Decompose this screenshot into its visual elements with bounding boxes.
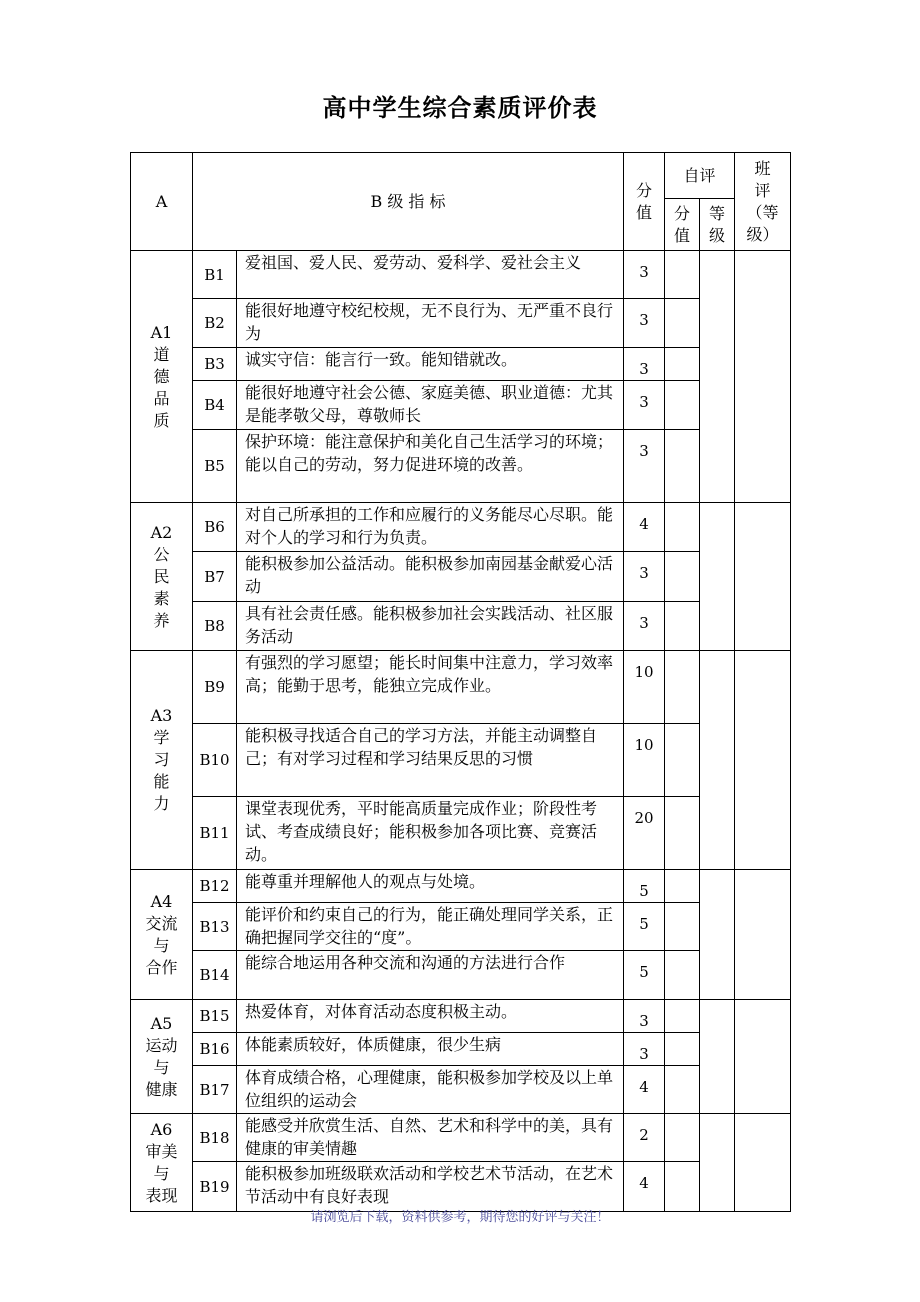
indicator-description: 能积极寻找适合自己的学习方法，并能主动调整自己；有对学习过程和学习结果反思的习惯: [237, 724, 624, 797]
indicator-score: 3: [624, 381, 665, 430]
category-name-part: 质: [153, 410, 170, 430]
category-name-part: 德: [153, 366, 170, 386]
indicator-description: 能积极参加班级联欢活动和学校艺术节活动，在艺术节活动中有良好表现: [237, 1162, 624, 1212]
indicator-score: 4: [624, 1162, 665, 1212]
category-cell: [131, 651, 193, 870]
header-class-eval: 班 评 （等 级）: [735, 153, 791, 251]
indicator-code: B14: [193, 951, 237, 1000]
category-name-part: 习: [153, 750, 170, 769]
indicator-description: 诚实守信：能言行一致。能知错就改。: [237, 348, 624, 381]
indicator-code: B10: [193, 724, 237, 797]
self-score-input-cell[interactable]: [665, 797, 700, 870]
indicator-score: 2: [624, 1114, 665, 1162]
indicator-code: B7: [193, 552, 237, 602]
class-eval-input-cell[interactable]: [735, 870, 791, 1000]
indicator-score: 5: [624, 903, 665, 951]
category-code: A3: [150, 706, 173, 725]
self-score-input-cell[interactable]: [665, 1066, 700, 1114]
indicator-description: 体育成绩合格，心理健康，能积极参加学校及以上单位组织的运动会: [237, 1066, 624, 1114]
table-row: [131, 348, 791, 381]
self-score-input-cell[interactable]: [665, 870, 700, 903]
table-row: [131, 430, 791, 503]
indicator-code: B2: [193, 299, 237, 348]
header-score: 分 值: [624, 153, 665, 251]
self-score-input-cell[interactable]: [665, 724, 700, 797]
category-name-part: 交流: [145, 913, 178, 933]
indicator-score: 5: [624, 951, 665, 1000]
class-eval-input-cell[interactable]: [735, 251, 791, 503]
self-score-input-cell[interactable]: [665, 503, 700, 552]
header-a: A: [131, 153, 193, 251]
category-cell: [131, 503, 193, 651]
indicator-code: B18: [193, 1114, 237, 1162]
category-name-part: 与: [153, 935, 170, 955]
table-row: [131, 903, 791, 951]
table-row: [131, 1114, 791, 1162]
self-grade-input-cell[interactable]: [700, 651, 735, 870]
indicator-code: B4: [193, 381, 237, 430]
indicator-code: B16: [193, 1033, 237, 1066]
category-name-part: 学: [153, 728, 170, 747]
class-eval-input-cell[interactable]: [735, 1114, 791, 1212]
category-name-part: 审美: [145, 1141, 178, 1161]
category-name-part: 与: [153, 1057, 170, 1077]
table-row: [131, 797, 791, 870]
category-name-part: 能: [153, 772, 170, 791]
class-eval-input-cell[interactable]: [735, 503, 791, 651]
indicator-description: 保护环境：能注意保护和美化自己生活学习的环境；能以自己的劳动，努力促进环境的改善。: [237, 430, 624, 503]
self-score-input-cell[interactable]: [665, 1162, 700, 1212]
category-code: A6: [150, 1119, 173, 1139]
self-grade-input-cell[interactable]: [700, 251, 735, 503]
indicator-score: 10: [624, 651, 665, 724]
category-cell: [131, 870, 193, 1000]
self-score-input-cell[interactable]: [665, 951, 700, 1000]
self-score-input-cell[interactable]: [665, 1114, 700, 1162]
indicator-code: B9: [193, 651, 237, 724]
indicator-score: 20: [624, 797, 665, 870]
table-row: [131, 1000, 791, 1033]
indicator-description: 能尊重并理解他人的观点与处境。: [237, 870, 624, 903]
category-cell: [131, 251, 193, 503]
category-code: A2: [150, 522, 173, 542]
category-name-part: 合作: [145, 957, 178, 977]
indicator-description: 有强烈的学习愿望；能长时间集中注意力，学习效率高；能勤于思考，能独立完成作业。: [237, 651, 624, 724]
page-title: 高中学生综合素质评价表: [322, 93, 598, 122]
indicator-description: 爱祖国、爱人民、爱劳动、爱科学、爱社会主义: [237, 251, 624, 299]
self-grade-input-cell[interactable]: [700, 1000, 735, 1114]
self-score-input-cell[interactable]: [665, 1000, 700, 1033]
indicator-code: B8: [193, 602, 237, 651]
self-grade-input-cell[interactable]: [700, 870, 735, 1000]
category-name-part: 公: [153, 544, 170, 564]
table-row: [131, 1162, 791, 1212]
category-name-part: 品: [153, 388, 170, 408]
indicator-score: 3: [624, 1000, 665, 1033]
table-row: [131, 724, 791, 797]
category-name-part: 与: [153, 1163, 170, 1183]
indicator-code: B6: [193, 503, 237, 552]
indicator-description: 课堂表现优秀，平时能高质量完成作业；阶段性考试、考查成绩良好；能积极参加各项比赛、竞赛活动。: [237, 797, 624, 870]
indicator-score: 4: [624, 503, 665, 552]
indicator-score: 3: [624, 602, 665, 651]
indicator-score: 3: [624, 552, 665, 602]
indicator-description: 能评价和约束自己的行为，能正确处理同学关系，正确把握同学交往的“度”。: [237, 903, 624, 951]
category-name-part: 素: [153, 588, 170, 608]
class-eval-input-cell[interactable]: [735, 1000, 791, 1114]
category-name-part: 健康: [145, 1079, 178, 1099]
table-row: [131, 299, 791, 348]
table-row: [131, 602, 791, 651]
category-cell: [131, 1114, 193, 1212]
table-row: [131, 552, 791, 602]
footer-note: 请浏览后下载，资料供参考，期待您的好评与关注！: [310, 1210, 610, 1225]
self-score-input-cell[interactable]: [665, 651, 700, 724]
indicator-code: B1: [193, 251, 237, 299]
self-score-input-cell[interactable]: [665, 381, 700, 430]
indicator-description: 能综合地运用各种交流和沟通的方法进行合作: [237, 951, 624, 1000]
table-row: [131, 251, 791, 299]
category-code: A1: [150, 322, 173, 342]
indicator-score: 3: [624, 251, 665, 299]
indicator-description: 具有社会责任感。能积极参加社会实践活动、社区服务活动: [237, 602, 624, 651]
category-name-part: 表现: [145, 1185, 178, 1205]
class-eval-input-cell[interactable]: [735, 651, 791, 870]
table-row: [131, 870, 791, 903]
self-score-input-cell[interactable]: [665, 903, 700, 951]
self-score-input-cell[interactable]: [665, 348, 700, 381]
indicator-code: B15: [193, 1000, 237, 1033]
table-row: [131, 951, 791, 1000]
indicator-score: 10: [624, 724, 665, 797]
header-self-eval: 自评: [665, 153, 735, 199]
indicator-code: B13: [193, 903, 237, 951]
self-score-input-cell[interactable]: [665, 602, 700, 651]
header-b-indicators: B 级 指 标: [193, 153, 624, 251]
self-grade-input-cell[interactable]: [700, 1114, 735, 1212]
indicator-code: B5: [193, 430, 237, 503]
header-self-score: 分 值: [665, 199, 700, 251]
category-name-part: 养: [153, 610, 170, 630]
indicator-score: 3: [624, 1033, 665, 1066]
category-code: A5: [150, 1013, 173, 1033]
evaluation-table: [130, 152, 791, 1212]
indicator-score: 3: [624, 430, 665, 503]
indicator-code: B3: [193, 348, 237, 381]
table-row: [131, 381, 791, 430]
self-score-input-cell[interactable]: [665, 430, 700, 503]
indicator-code: B12: [193, 870, 237, 903]
category-name-part: 力: [153, 794, 170, 813]
category-cell: [131, 1000, 193, 1114]
category-name-part: 民: [153, 566, 170, 586]
indicator-description: 热爱体育，对体育活动态度积极主动。: [237, 1000, 624, 1033]
indicator-description: 体能素质较好，体质健康，很少生病: [237, 1033, 624, 1066]
category-name-part: 道: [153, 344, 170, 364]
indicator-score: 3: [624, 348, 665, 381]
table-row: [131, 651, 791, 724]
indicator-description: 能很好地遵守校纪校规，无不良行为、无严重不良行为: [237, 299, 624, 348]
indicator-description: 能很好地遵守社会公德、家庭美德、职业道德：尤其是能孝敬父母，尊敬师长: [237, 381, 624, 430]
header-self-grade: 等 级: [700, 199, 735, 251]
indicator-description: 对自己所承担的工作和应履行的义务能尽心尽职。能对个人的学习和行为负责。: [237, 503, 624, 552]
table-row: [131, 503, 791, 552]
indicator-description: 能积极参加公益活动。能积极参加南园基金献爱心活动: [237, 552, 624, 602]
self-score-input-cell[interactable]: [665, 251, 700, 299]
self-score-input-cell[interactable]: [665, 552, 700, 602]
indicator-code: B17: [193, 1066, 237, 1114]
indicator-score: 4: [624, 1066, 665, 1114]
indicator-description: 能感受并欣赏生活、自然、艺术和科学中的美，具有健康的审美情趣: [237, 1114, 624, 1162]
category-code: A4: [150, 891, 173, 911]
table-row: [131, 1066, 791, 1114]
category-name-part: 运动: [145, 1035, 178, 1055]
indicator-score: 5: [624, 870, 665, 903]
self-score-input-cell[interactable]: [665, 299, 700, 348]
self-score-input-cell[interactable]: [665, 1033, 700, 1066]
indicator-score: 3: [624, 299, 665, 348]
self-grade-input-cell[interactable]: [700, 503, 735, 651]
indicator-code: B11: [193, 797, 237, 870]
indicator-code: B19: [193, 1162, 237, 1212]
table-row: [131, 1033, 791, 1066]
